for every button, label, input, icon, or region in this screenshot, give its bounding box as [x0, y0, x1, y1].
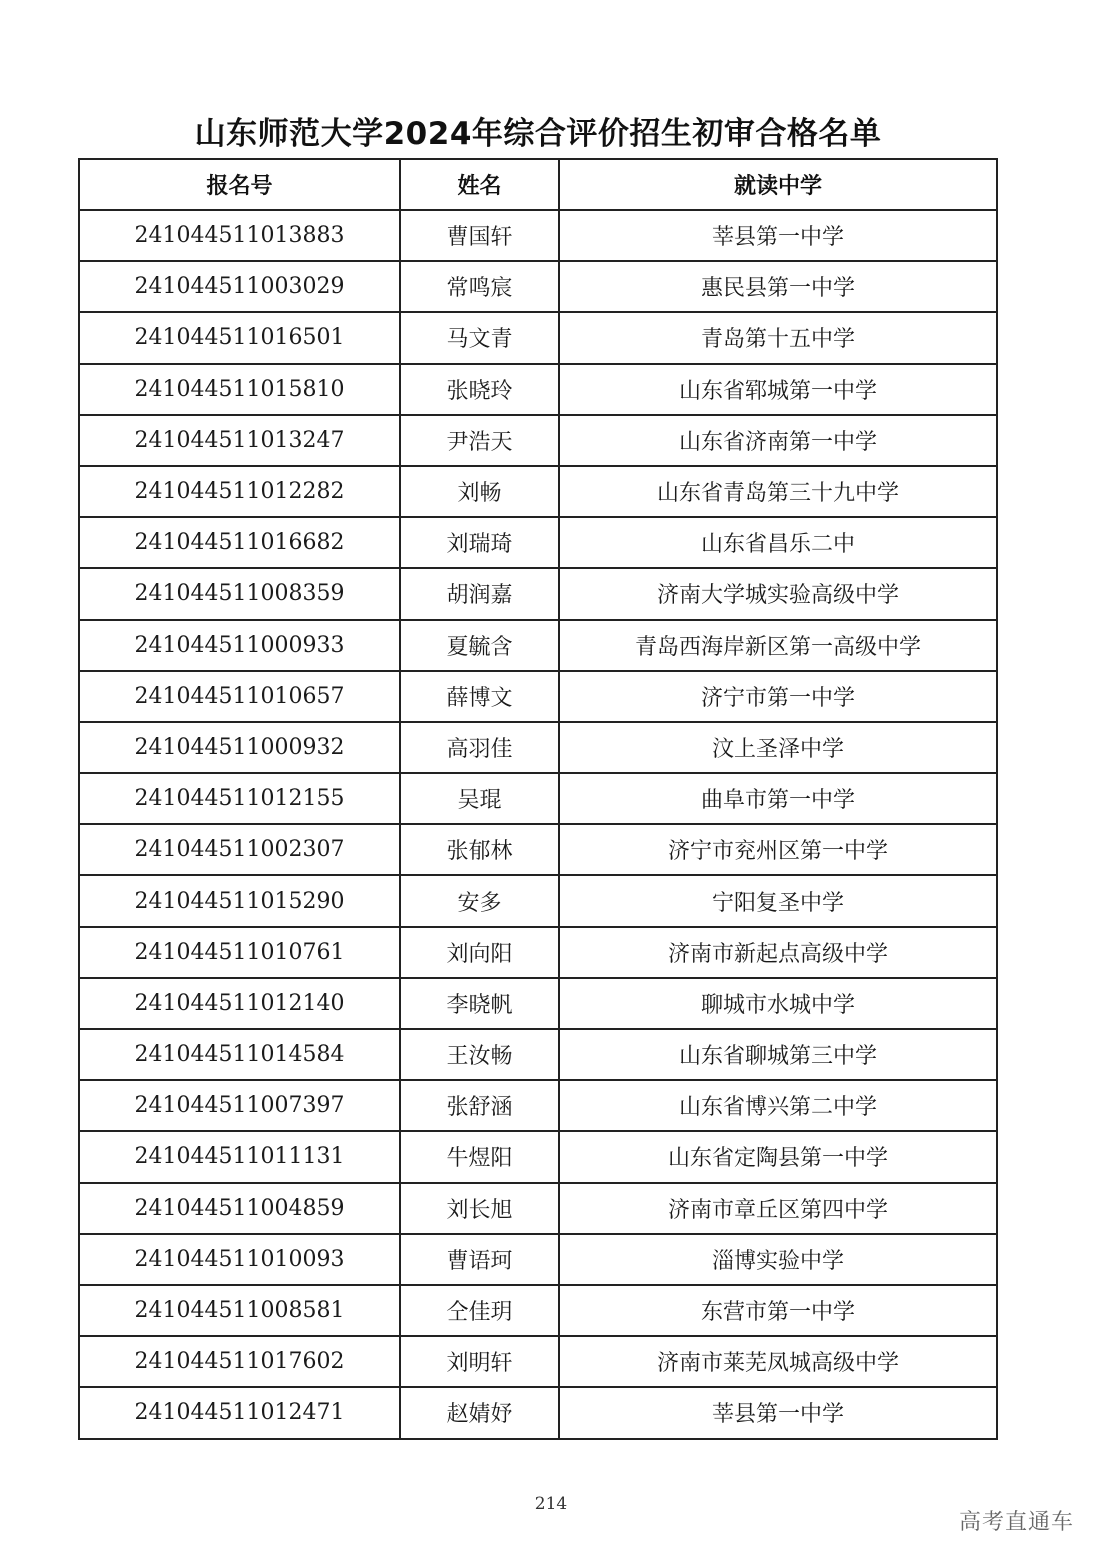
- cell-registration-number: 241044511016501: [79, 312, 400, 363]
- table-row: [79, 773, 997, 824]
- page-number: 214: [534, 1494, 568, 1514]
- cell-name: 赵婧妤: [400, 1387, 559, 1438]
- cell-school: 山东省郓城第一中学: [559, 364, 997, 415]
- table-row: [79, 671, 997, 722]
- watermark-text: 高考直通车: [958, 1510, 1074, 1535]
- cell-name: 刘畅: [400, 466, 559, 517]
- cell-name: 张舒涵: [400, 1080, 559, 1131]
- cell-name: 曹语珂: [400, 1234, 559, 1285]
- cell-school: 济宁市第一中学: [559, 671, 997, 722]
- cell-registration-number: 241044511002307: [79, 824, 400, 875]
- header-registration-number: 报名号: [79, 159, 400, 210]
- table-row: [79, 620, 997, 671]
- table-row: [79, 824, 997, 875]
- cell-name: 李晓帆: [400, 978, 559, 1029]
- table-row: [79, 1285, 997, 1336]
- table-row: [79, 875, 997, 926]
- cell-school: 青岛西海岸新区第一高级中学: [559, 620, 997, 671]
- cell-registration-number: 241044511012471: [79, 1387, 400, 1438]
- cell-name: 刘明轩: [400, 1336, 559, 1387]
- table-row: [79, 722, 997, 773]
- cell-registration-number: 241044511000932: [79, 722, 400, 773]
- cell-school: 莘县第一中学: [559, 210, 997, 261]
- table-row: [79, 927, 997, 978]
- header-name: 姓名: [400, 159, 559, 210]
- cell-registration-number: 241044511008359: [79, 568, 400, 619]
- cell-name: 常鸣宸: [400, 261, 559, 312]
- cell-name: 王汝畅: [400, 1029, 559, 1080]
- cell-school: 济南市新起点高级中学: [559, 927, 997, 978]
- cell-registration-number: 241044511010093: [79, 1234, 400, 1285]
- document-title: 山东师范大学2024年综合评价招生初审合格名单: [194, 116, 882, 152]
- cell-name: 安多: [400, 875, 559, 926]
- cell-registration-number: 241044511012282: [79, 466, 400, 517]
- cell-school: 山东省济南第一中学: [559, 415, 997, 466]
- cell-registration-number: 241044511016682: [79, 517, 400, 568]
- cell-registration-number: 241044511004859: [79, 1183, 400, 1234]
- cell-school: 济南市章丘区第四中学: [559, 1183, 997, 1234]
- cell-name: 夏毓含: [400, 620, 559, 671]
- cell-name: 刘瑞琦: [400, 517, 559, 568]
- cell-name: 高羽佳: [400, 722, 559, 773]
- table-row: [79, 415, 997, 466]
- table-body: [79, 210, 997, 1439]
- table-row: [79, 978, 997, 1029]
- cell-school: 汶上圣泽中学: [559, 722, 997, 773]
- table-row: [79, 1029, 997, 1080]
- cell-school: 东营市第一中学: [559, 1285, 997, 1336]
- cell-registration-number: 241044511010657: [79, 671, 400, 722]
- table-row: [79, 210, 997, 261]
- cell-name: 刘向阳: [400, 927, 559, 978]
- cell-name: 尹浩天: [400, 415, 559, 466]
- cell-registration-number: 241044511000933: [79, 620, 400, 671]
- cell-name: 马文青: [400, 312, 559, 363]
- cell-name: 薛博文: [400, 671, 559, 722]
- table-row: [79, 568, 997, 619]
- cell-school: 淄博实验中学: [559, 1234, 997, 1285]
- cell-name: 吴琨: [400, 773, 559, 824]
- cell-registration-number: 241044511013247: [79, 415, 400, 466]
- cell-school: 青岛第十五中学: [559, 312, 997, 363]
- table-row: [79, 466, 997, 517]
- cell-name: 仝佳玥: [400, 1285, 559, 1336]
- cell-registration-number: 241044511011131: [79, 1131, 400, 1182]
- cell-school: 山东省定陶县第一中学: [559, 1131, 997, 1182]
- table-header-row: [79, 159, 997, 210]
- cell-school: 山东省昌乐二中: [559, 517, 997, 568]
- cell-registration-number: 241044511015810: [79, 364, 400, 415]
- cell-school: 宁阳复圣中学: [559, 875, 997, 926]
- cell-school: 山东省聊城第三中学: [559, 1029, 997, 1080]
- cell-name: 张郁林: [400, 824, 559, 875]
- cell-school: 曲阜市第一中学: [559, 773, 997, 824]
- cell-school: 济南市莱芜凤城高级中学: [559, 1336, 997, 1387]
- table-row: [79, 1234, 997, 1285]
- table-row: [79, 1336, 997, 1387]
- cell-registration-number: 241044511014584: [79, 1029, 400, 1080]
- table-row: [79, 1080, 997, 1131]
- table-row: [79, 364, 997, 415]
- cell-school: 济宁市兖州区第一中学: [559, 824, 997, 875]
- table-row: [79, 1131, 997, 1182]
- cell-school: 山东省青岛第三十九中学: [559, 466, 997, 517]
- cell-name: 胡润嘉: [400, 568, 559, 619]
- cell-name: 刘长旭: [400, 1183, 559, 1234]
- table-row: [79, 517, 997, 568]
- cell-registration-number: 241044511003029: [79, 261, 400, 312]
- cell-registration-number: 241044511012140: [79, 978, 400, 1029]
- cell-registration-number: 241044511013883: [79, 210, 400, 261]
- table-row: [79, 1183, 997, 1234]
- cell-registration-number: 241044511015290: [79, 875, 400, 926]
- cell-name: 张晓玲: [400, 364, 559, 415]
- cell-name: 牛煜阳: [400, 1131, 559, 1182]
- cell-registration-number: 241044511007397: [79, 1080, 400, 1131]
- table-row: [79, 1387, 997, 1438]
- cell-registration-number: 241044511012155: [79, 773, 400, 824]
- cell-school: 莘县第一中学: [559, 1387, 997, 1438]
- cell-school: 山东省博兴第二中学: [559, 1080, 997, 1131]
- cell-school: 惠民县第一中学: [559, 261, 997, 312]
- table-row: [79, 312, 997, 363]
- header-school: 就读中学: [559, 159, 997, 210]
- cell-school: 聊城市水城中学: [559, 978, 997, 1029]
- cell-registration-number: 241044511010761: [79, 927, 400, 978]
- cell-school: 济南大学城实验高级中学: [559, 568, 997, 619]
- cell-name: 曹国轩: [400, 210, 559, 261]
- cell-registration-number: 241044511008581: [79, 1285, 400, 1336]
- table-row: [79, 261, 997, 312]
- cell-registration-number: 241044511017602: [79, 1336, 400, 1387]
- admission-list-table: [78, 158, 998, 1440]
